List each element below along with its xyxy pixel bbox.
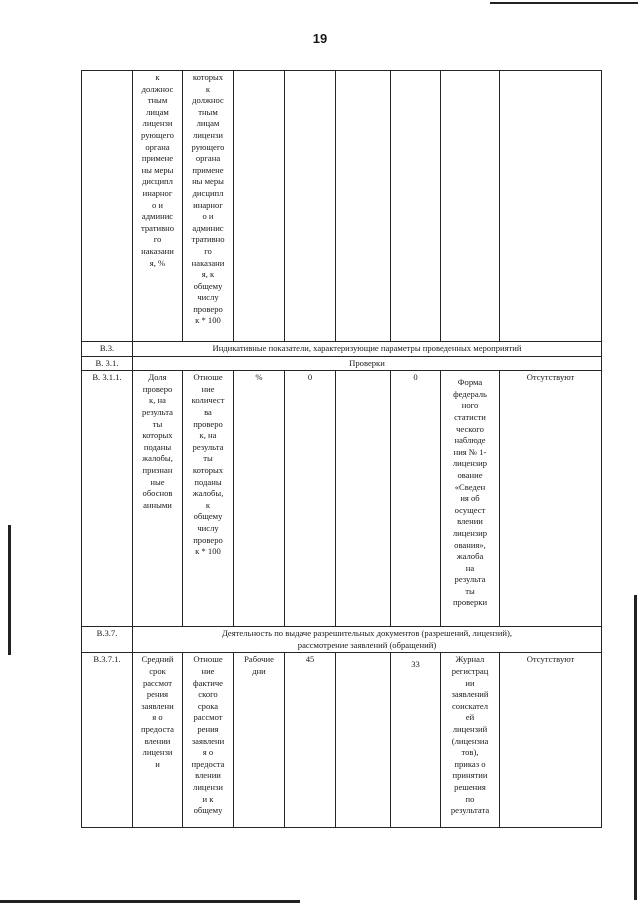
cell-indicator-name: к должнос тным лицам лицензи рующего органа примене ны меры дисципл инарног о и админис тративно го наказани я, % [133, 71, 183, 342]
section-row-b331 [82, 356, 602, 371]
section-code: В.3. [82, 342, 133, 357]
cell-note: Отсутствуют [500, 371, 602, 627]
scan-edge-bottom [0, 900, 300, 903]
cell-value-base: 45 [285, 653, 336, 828]
section-code: В. 3.1. [82, 356, 133, 371]
cell-value [336, 371, 391, 627]
table-row-continued [82, 71, 602, 342]
section-row-b37 [82, 627, 602, 653]
cell-unit [234, 71, 285, 342]
cell-unit: Рабочие дни [234, 653, 285, 828]
section-title: Индикативные показатели, характеризующие параметры проведенных мероприятий [133, 342, 602, 357]
cell-code: В. 3.1.1. [82, 371, 133, 627]
cell-value [391, 71, 441, 342]
cell-source: Форма федераль ного статисти ческого наблюде ния № 1- лицензир ование «Сведен ия об осущест влении лицензир ования», жалоба на результа ты проверки [441, 371, 500, 627]
scan-edge-left-mark [8, 525, 11, 655]
cell-code [82, 71, 133, 342]
page-number: 19 [312, 31, 328, 46]
cell-value-target: 0 [391, 371, 441, 627]
cell-value [336, 653, 391, 828]
indicators-table [81, 70, 602, 828]
cell-code: В.3.7.1. [82, 653, 133, 828]
section-title: Проверки [133, 356, 602, 371]
cell-value-target: 33 [391, 653, 441, 828]
cell-formula: которых к должнос тным лицам лицензи рующего органа примене ны меры дисципл инарног о и админис тративно го наказани я, к общему числу проверо к * 100 [183, 71, 234, 342]
cell-source: Журнал регистрац ии заявлений соискател ей лицензий (лицензиа тов), приказ о принятии решения по результата [441, 653, 500, 828]
cell-formula: Отноше ние количест ва проверо к, на результа ты которых поданы жалобы, к общему числу проверо к * 100 [183, 371, 234, 627]
cell-value [285, 71, 336, 342]
cell-formula: Отноше ние фактиче ского срока рассмот рения заявлени я о предоста влении лицензи и к общему [183, 653, 234, 828]
cell-unit: % [234, 371, 285, 627]
cell-value-base: 0 [285, 371, 336, 627]
scan-edge-top [490, 2, 638, 4]
section-row-b33 [82, 342, 602, 357]
cell-indicator-name: Доля проверо к, на результа ты которых поданы жалобы, признан ные обоснов анными [133, 371, 183, 627]
cell-indicator-name: Средний срок рассмот рения заявлени я о предоста влении лицензи и [133, 653, 183, 828]
section-title: Деятельность по выдаче разрешительных документов (разрешений, лицензий), рассмотрение заявлений (обращений) [133, 627, 602, 653]
cell-value [336, 71, 391, 342]
cell-note [500, 71, 602, 342]
table-row-b3311 [82, 371, 602, 627]
section-code: В.3.7. [82, 627, 133, 653]
table-row-b371 [82, 653, 602, 828]
cell-note: Отсутствуют [500, 653, 602, 828]
cell-source [441, 71, 500, 342]
scan-edge-right [634, 595, 637, 900]
